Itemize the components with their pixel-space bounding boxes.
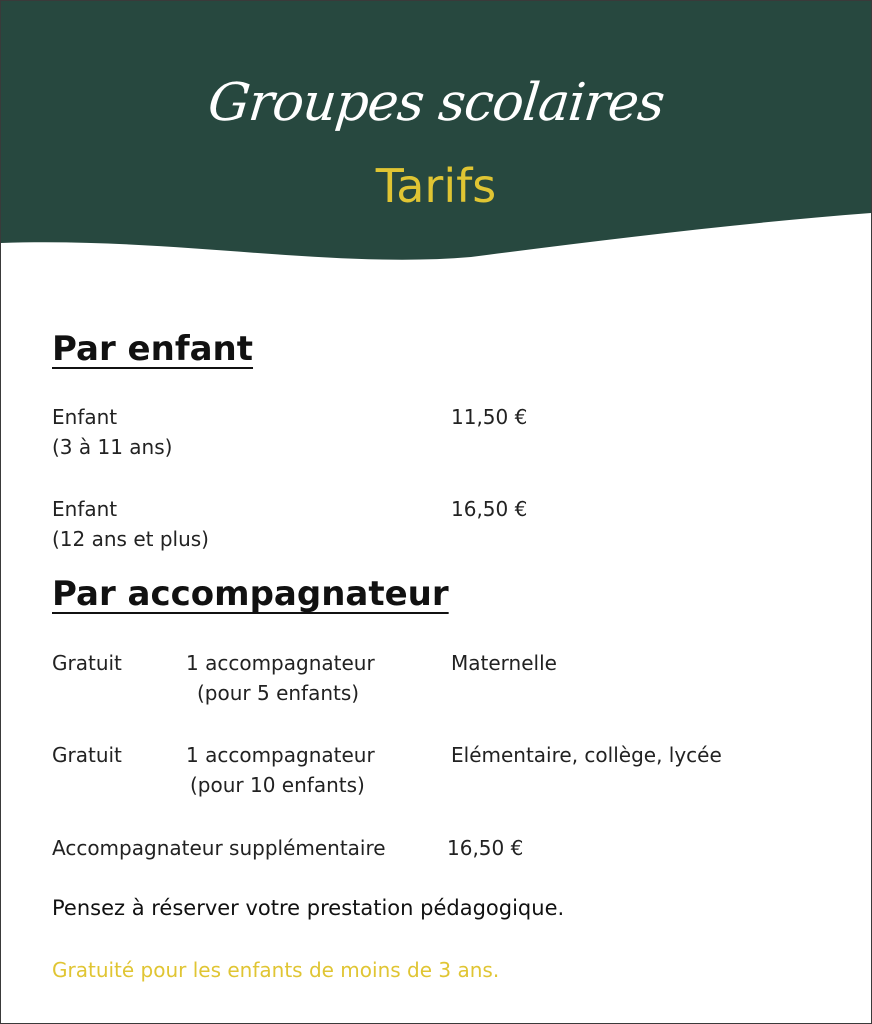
booking-reminder: Pensez à réserver votre prestation pédagogique. [52, 896, 565, 920]
chaperone-row-2-ratio: (pour 10 enfants) [190, 773, 365, 797]
header-title: Tarifs [375, 159, 497, 213]
header-banner [1, 1, 871, 271]
extra-chaperone-price: 16,50 € [447, 836, 524, 860]
chaperone-row-1-level: Maternelle [451, 651, 557, 675]
extra-chaperone-label: Accompagnateur supplémentaire [52, 836, 386, 860]
header-script-title: Groupes scolaires [205, 73, 667, 133]
child-row-2-age: (12 ans et plus) [52, 527, 209, 551]
chaperone-row-1-price: Gratuit [52, 651, 122, 675]
child-row-1-price: 11,50 € [451, 405, 528, 429]
chaperone-row-1-ratio: (pour 5 enfants) [197, 681, 360, 705]
chaperone-row-2-count: 1 accompagnateur [186, 743, 375, 767]
free-under-3-note: Gratuité pour les enfants de moins de 3 ans. [52, 958, 500, 982]
child-row-1-age: (3 à 11 ans) [52, 435, 173, 459]
child-row-2-label: Enfant [52, 497, 118, 521]
child-row-1-label: Enfant [52, 405, 118, 429]
section-heading-per-child: Par enfant [52, 329, 254, 369]
chaperone-row-2-price: Gratuit [52, 743, 122, 767]
section-heading-per-chaperone: Par accompagnateur [52, 574, 449, 614]
chaperone-row-1-count: 1 accompagnateur [186, 651, 375, 675]
child-row-2-price: 16,50 € [451, 497, 528, 521]
chaperone-row-2-level: Elémentaire, collège, lycée [451, 743, 722, 767]
header-wave-background [1, 1, 871, 271]
